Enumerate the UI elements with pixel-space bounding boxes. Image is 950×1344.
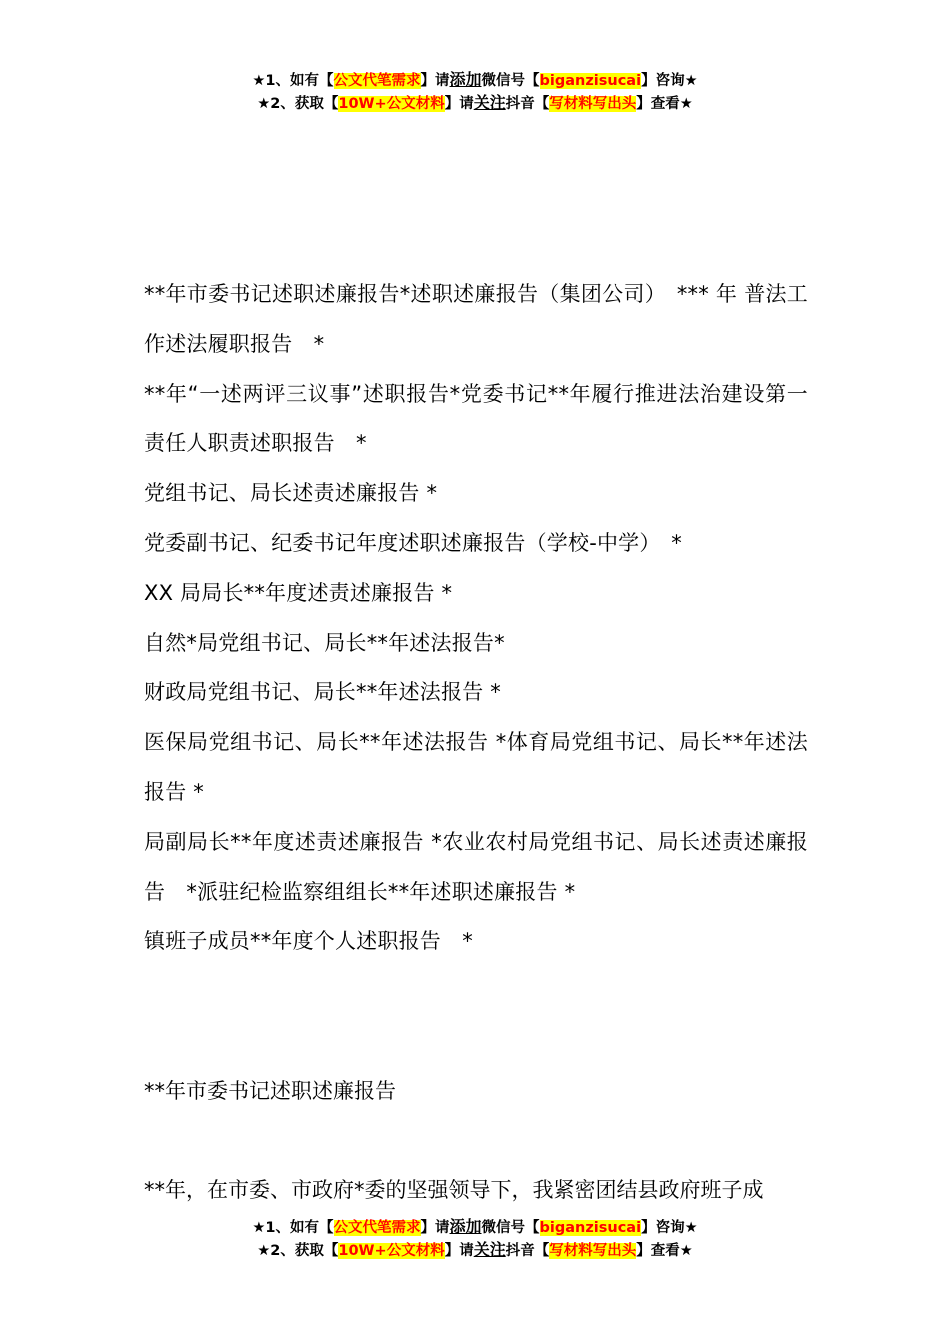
banner-text: ★1、如有【 <box>252 73 334 89</box>
banner-text: ★1、如有【 <box>252 1220 334 1236</box>
banner-underline: 添加 <box>449 70 482 89</box>
header-banner <box>0 69 950 115</box>
footer-banner <box>0 1216 950 1262</box>
toc-entry: **年“一述两评三议事”述职报告*党委书记**年履行推进法治建设第一责任人职责述职报告 * <box>144 381 808 456</box>
banner-text: 】请 <box>444 1243 474 1259</box>
table-of-contents <box>144 270 808 967</box>
banner-line-1 <box>0 1216 950 1239</box>
banner-highlight: 公文代笔需求 <box>333 73 421 89</box>
banner-underline: 关注 <box>473 1240 506 1259</box>
banner-douyin-id: 写材料写出头 <box>549 96 637 112</box>
banner-line-1 <box>0 69 950 92</box>
body-paragraph: **年，在市委、市政府*委的坚强领导下，我紧密团结县政府班子成 <box>144 1178 764 1202</box>
banner-highlight: 公文代笔需求 <box>333 1220 421 1236</box>
banner-text: 】咨询★ <box>641 73 698 89</box>
banner-text: 微信号【 <box>481 73 540 89</box>
banner-text: 】请 <box>420 73 450 89</box>
banner-highlight: 10W+公文材料 <box>338 1243 445 1259</box>
toc-entry: 医保局党组书记、局长**年述法报告 *体育局党组书记、局长**年述法报告 * <box>144 730 808 804</box>
banner-line-2 <box>0 92 950 115</box>
banner-highlight: 10W+公文材料 <box>338 96 445 112</box>
banner-underline: 添加 <box>449 1217 482 1236</box>
banner-text: 】请 <box>444 96 474 112</box>
banner-text: ★2、获取【 <box>257 1243 339 1259</box>
banner-text: 】查看★ <box>636 1243 693 1259</box>
toc-entry: 党组书记、局长述责述廉报告 * <box>144 481 438 506</box>
toc-entry: **年市委书记述职述廉报告*述职述廉报告（集团公司） *** 年 普法工作述法履职报告 * <box>144 282 808 356</box>
banner-wechat-id: biganzisucai <box>539 1220 642 1236</box>
banner-text: ★2、获取【 <box>257 96 339 112</box>
toc-entry: 财政局党组书记、局长**年述法报告 * <box>144 680 501 705</box>
toc-entry: 党委副书记、纪委书记年度述职述廉报告（学校-中学） * <box>144 530 682 555</box>
banner-wechat-id: biganzisucai <box>539 73 642 89</box>
toc-entry: 镇班子成员**年度个人述职报告 * <box>144 929 473 954</box>
banner-text: 】查看★ <box>636 96 693 112</box>
toc-entry: 局副局长**年度述责述廉报告 *农业农村局党组书记、局长述责述廉报告 *派驻纪检监察组组长**年述职述廉报告 * <box>144 829 808 904</box>
section-title: **年市委书记述职述廉报告 <box>144 1079 396 1103</box>
banner-text: 抖音【 <box>505 1243 550 1259</box>
banner-underline: 关注 <box>473 93 506 112</box>
banner-line-2 <box>0 1239 950 1262</box>
toc-entry: XX 局局长**年度述责述廉报告 * <box>144 580 453 605</box>
banner-text: 】请 <box>420 1220 450 1236</box>
banner-text: 微信号【 <box>481 1220 540 1236</box>
banner-text: 】咨询★ <box>641 1220 698 1236</box>
banner-douyin-id: 写材料写出头 <box>549 1243 637 1259</box>
toc-entry: 自然*局党组书记、局长**年述法报告* <box>144 630 505 655</box>
banner-text: 抖音【 <box>505 96 550 112</box>
